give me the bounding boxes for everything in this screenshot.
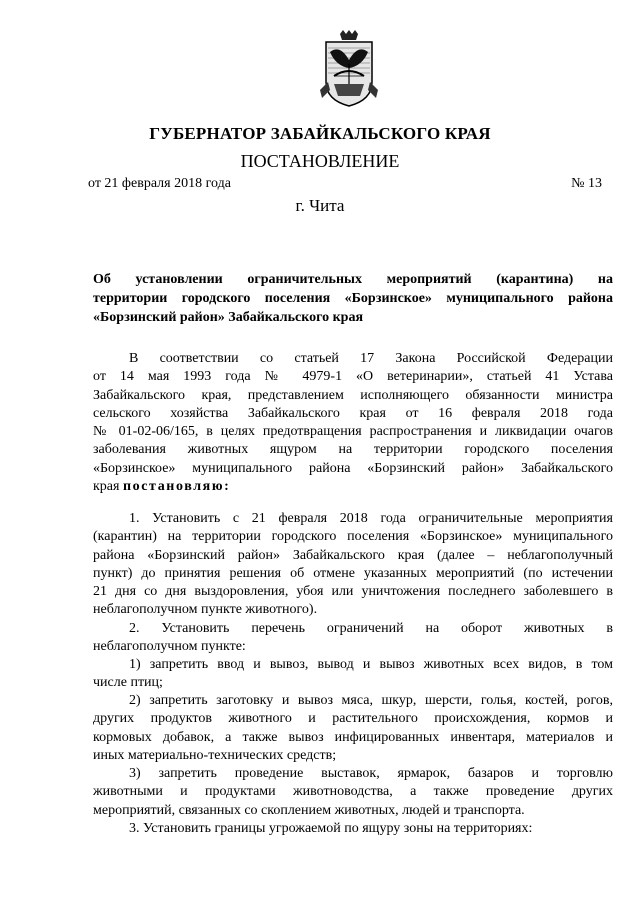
paragraph-line: заболевания животных ящуром на территории городского поселения xyxy=(93,442,613,458)
document-city: г. Чита xyxy=(295,196,345,215)
item-2-paragraph xyxy=(93,620,613,657)
paragraph-line: иных материально-технических средств; xyxy=(93,747,337,763)
paragraph-line: от 14 мая 1993 года № 4979-1 «О ветеринарии», статьей 41 Устава xyxy=(93,369,613,385)
paragraph-line: района «Борзинский район» Забайкальского края (далее – неблагополучный xyxy=(93,547,613,563)
paragraph-line: 3) запретить проведение выставок, ярмарок, базаров и торговлю xyxy=(129,766,613,781)
subitem-1-paragraph xyxy=(93,656,613,693)
item-1-paragraph xyxy=(93,510,613,620)
paragraph-line: № 01-02-06/165, в целях предотвращения распространения и ликвидации очагов xyxy=(93,424,613,440)
subitem-3-paragraph xyxy=(93,765,613,820)
paragraph-line: края постановляю: xyxy=(93,479,231,495)
paragraph-line: животными и продуктами животноводства, а также проведение других xyxy=(93,784,613,800)
subject-line: Об установлении ограничительных мероприятий (карантина) на xyxy=(93,272,613,287)
subitem-2-paragraph xyxy=(93,692,613,765)
paragraph-line: 21 дня со дня выздоровления, убоя или уничтожения последнего заболевшего в xyxy=(93,584,613,600)
paragraph-line: числе птиц; xyxy=(93,675,163,691)
paragraph-line: 3. Установить границы угрожаемой по ящуру зоны на территориях: xyxy=(129,821,533,836)
paragraph-line: (карантин) на территории городского поселения «Борзинское» муниципального xyxy=(93,529,613,545)
subject-line: территории городского поселения «Борзинское» муниципального района xyxy=(93,291,613,306)
paragraph-line: мероприятий, связанных со скоплением животных, людей и транспорта. xyxy=(93,802,525,818)
document-title: ГУБЕРНАТОР ЗАБАЙКАЛЬСКОГО КРАЯ xyxy=(149,124,491,143)
paragraph-line: 1) запретить ввод и вывоз, вывод и вывоз животных всех видов, в том xyxy=(129,657,613,672)
paragraph-line: неблагополучном пункте: xyxy=(93,639,246,655)
paragraph-line: сельского хозяйства Забайкальского края от 16 февраля 2018 года xyxy=(93,405,613,421)
paragraph-line: В соответствии со статьей 17 Закона Российской Федерации xyxy=(129,351,613,366)
paragraph-line: 2) запретить заготовку и вывоз мяса, шкур, шерсти, голья, костей, рогов, xyxy=(129,693,613,708)
paragraph-line: пункт) до принятия решения об отмене указанных мероприятий (по истечении xyxy=(93,565,613,581)
paragraph-line: 2. Установить перечень ограничений на оборот животных в xyxy=(129,621,613,636)
paragraph-line: Забайкальского края, представлением исполняющего обязанности министра xyxy=(93,387,613,403)
document-subject xyxy=(93,270,613,327)
document-number: № 13 xyxy=(571,176,602,191)
decree-word: постановляю: xyxy=(122,479,231,495)
item-3-paragraph xyxy=(93,820,613,838)
paragraph-line: других продуктов животного и растительного происхождения, кормов и xyxy=(93,711,613,727)
subject-line: «Борзинский район» Забайкальского края xyxy=(93,310,364,325)
paragraph-line: «Борзинское» муниципального района «Борзинский район» Забайкальского xyxy=(93,460,613,476)
coat-of-arms-icon xyxy=(310,30,388,108)
document-date: от 21 февраля 2018 года xyxy=(88,176,231,191)
paragraph-line: неблагополучном пункте животного). xyxy=(93,602,318,618)
preamble-paragraph xyxy=(93,350,613,496)
paragraph-line: 1. Установить с 21 февраля 2018 года ограничительные мероприятия xyxy=(129,511,613,526)
paragraph-line: кормовых добавок, а также вывоз инфицированных инвентаря, материалов и xyxy=(93,729,613,745)
document-type: ПОСТАНОВЛЕНИЕ xyxy=(240,151,400,171)
